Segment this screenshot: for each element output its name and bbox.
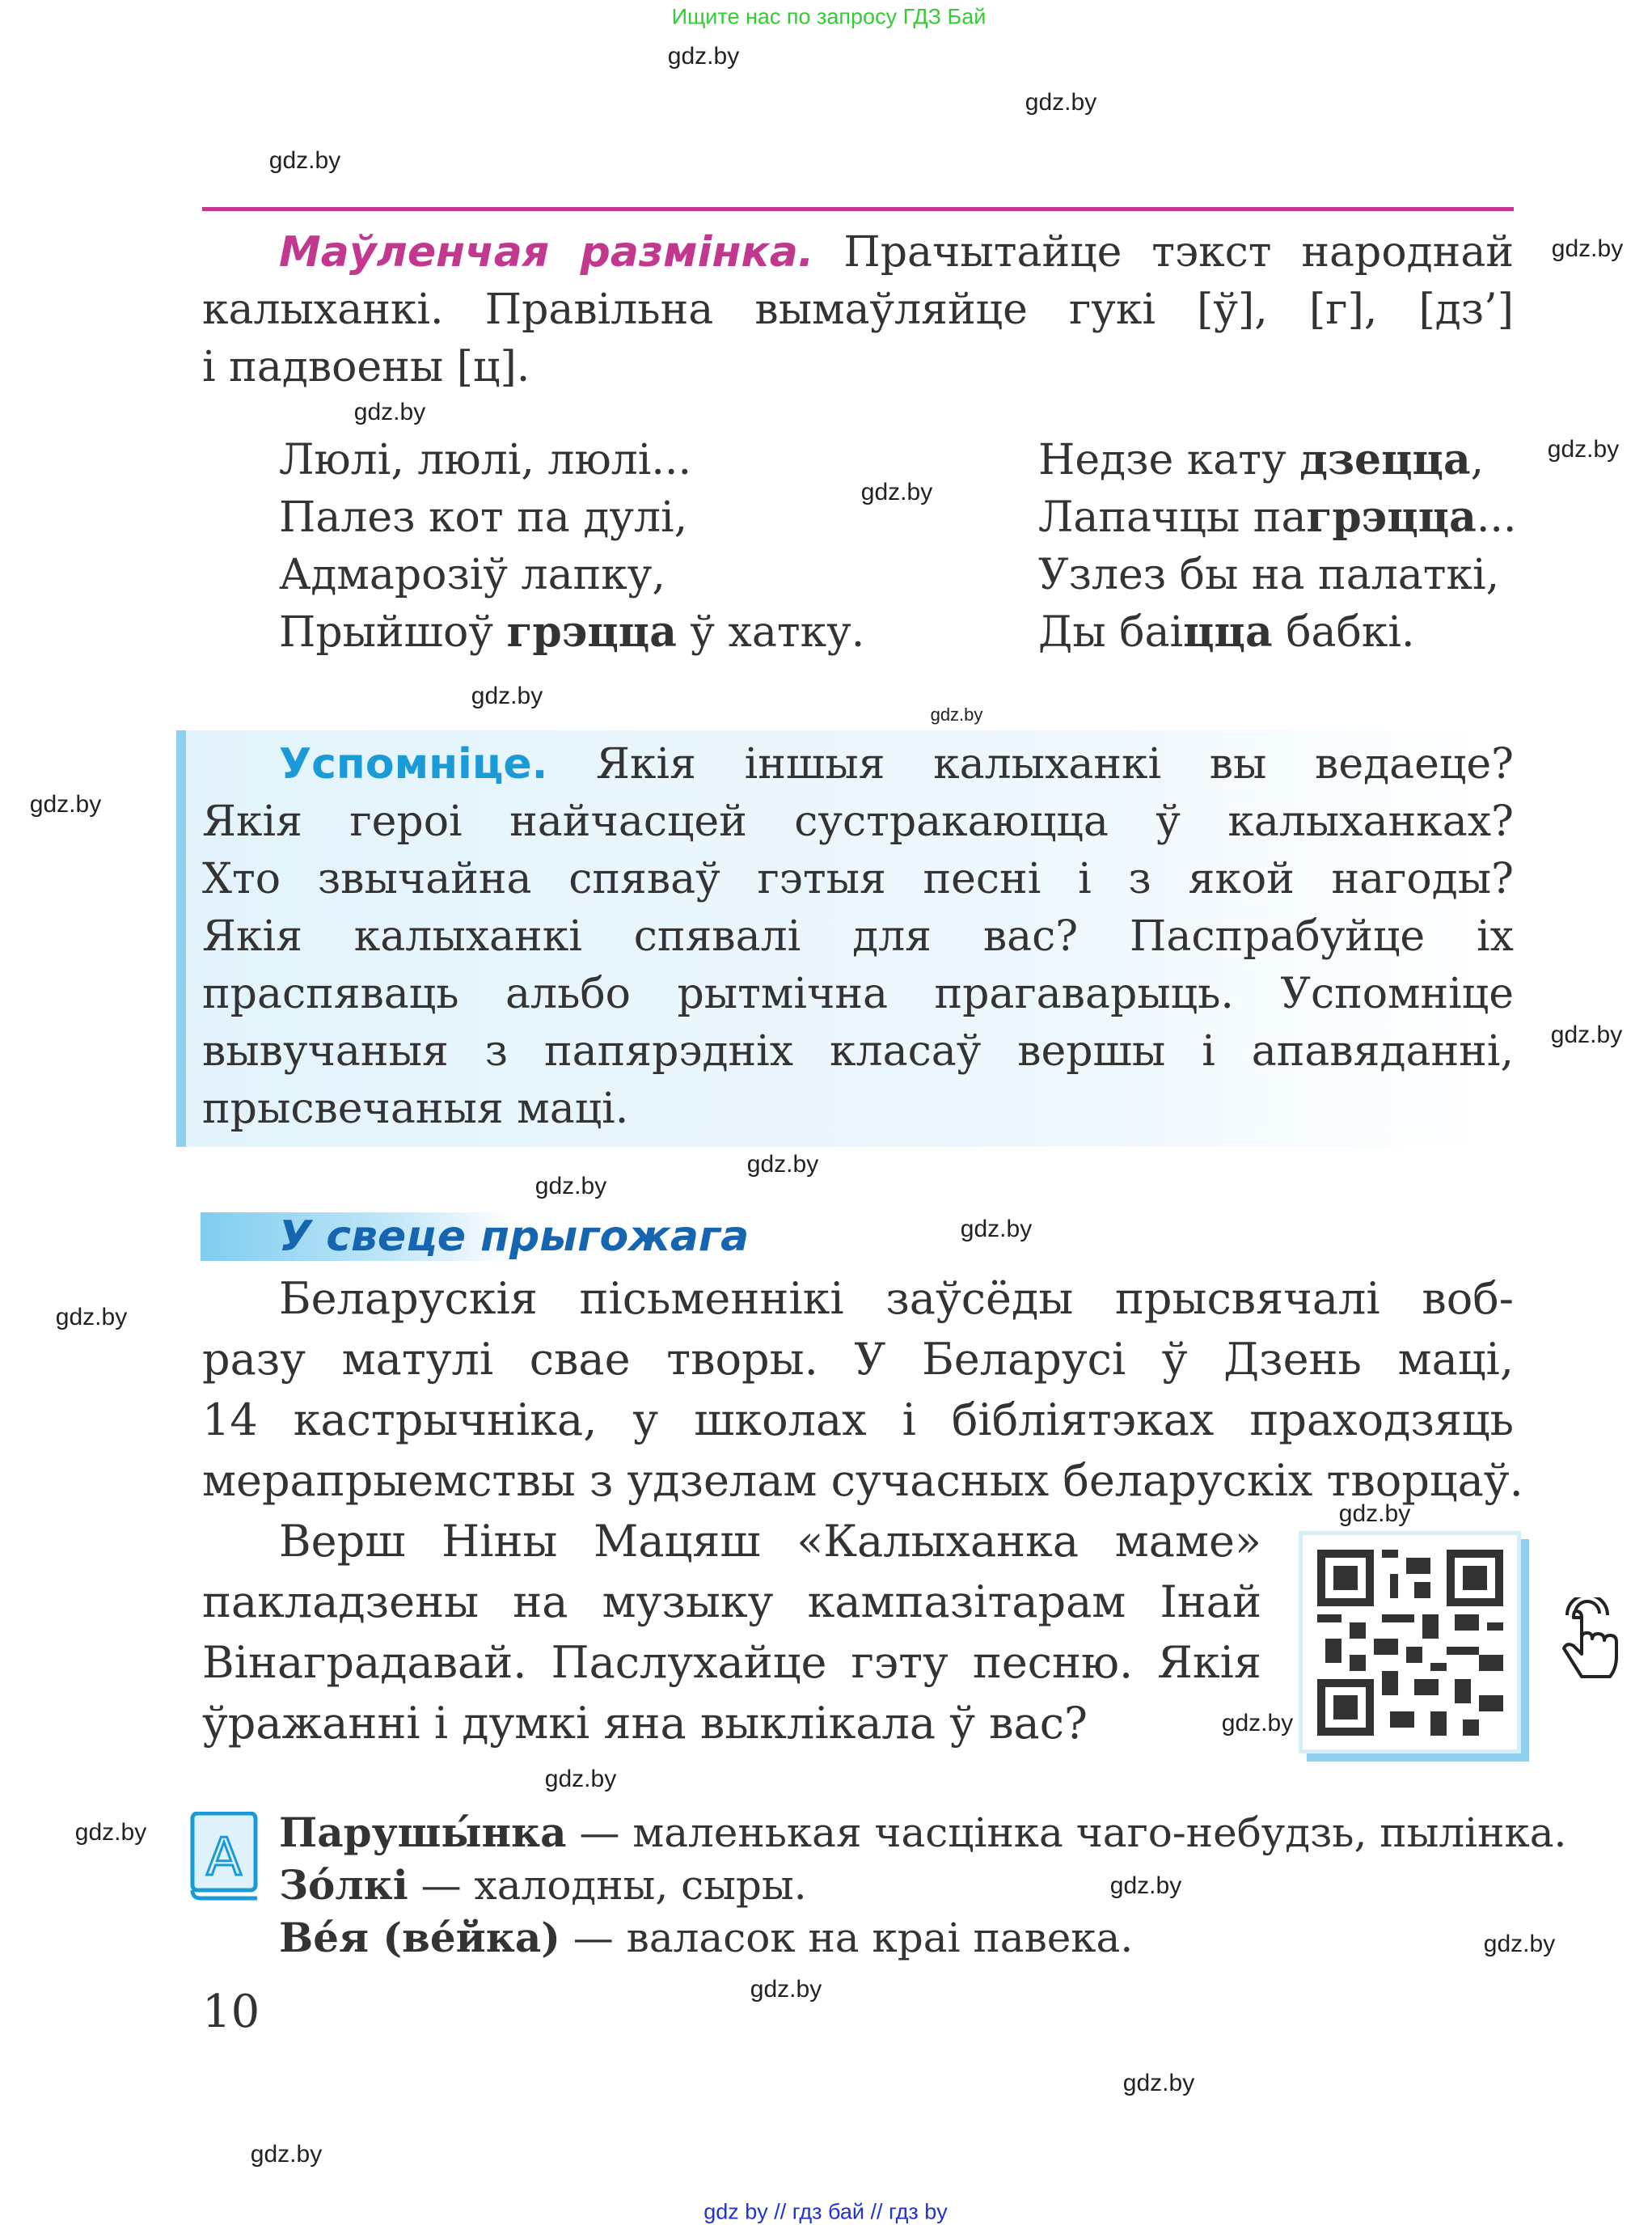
watermark: gdz.by [750, 1976, 822, 2003]
section2-line: Успомніце. Якія іншыя калыханкі вы ведаеце? [279, 740, 1514, 789]
section3-heading: У свеце прыгожага [279, 1212, 750, 1261]
watermark: gdz.by [1122, 2070, 1195, 2096]
section2-line: праспяваць альбо рытмічна прагаварыць. Успомніце [202, 970, 1514, 1018]
paragraph-line: Беларускія пісьменнікі заўсёды прысвячалі воб- [279, 1273, 1514, 1324]
section2-line: Хто звычайна спяваў гэтыя песні і з якой нагоды? [202, 855, 1514, 903]
touch-hand-icon [1551, 1597, 1624, 1698]
watermark: gdz.by [860, 479, 933, 505]
section2-line: вывучаныя з папярэдніх класаў вершы і апавяданні, [202, 1027, 1514, 1076]
paragraph-line: разу матулі свае творы. У Беларусі ў Дзень маці, [202, 1334, 1514, 1385]
section2-line: прысвечаныя маці. [202, 1085, 629, 1133]
watermark: gdz.by [1109, 1872, 1182, 1899]
paragraph-line: мерапрыемствы з удзелам сучасных беларускіх творцаў. [202, 1455, 1523, 1506]
dictionary-book-icon [188, 1812, 259, 1901]
watermark: gdz.by [471, 683, 543, 709]
watermark: gdz.by [74, 1819, 147, 1846]
poem-line: Адмарозіў лапку, [279, 551, 665, 599]
poem-line: Палез кот па дулі, [279, 493, 688, 542]
watermark: gdz.by [29, 791, 102, 818]
qr-code[interactable] [1299, 1531, 1521, 1753]
watermark: gdz.by [746, 1151, 819, 1178]
glossary-item: Ве́я (ве́йка) — валасок на краі павека. [279, 1914, 1134, 1961]
search-hint: Ищите нас по запросу ГДЗ Бай [671, 4, 987, 29]
glossary-item: Парушы́нка — маленькая часцінка чаго-небудзь, пылінка. [279, 1808, 1567, 1856]
section1-line: калыханкі. Правільна вымаўляйце гукі [ў], [г], [дз’] [202, 286, 1514, 334]
paragraph-line: Вінаградавай. Паслухайце гэту песню. Якія [202, 1637, 1261, 1688]
svg-text:А: А [206, 1828, 242, 1888]
section2-line: Якія героі найчасцей сустракаюцца ў калыханках? [202, 797, 1514, 846]
paragraph-line: Верш Ніны Мацяш «Калыханка маме» [279, 1516, 1261, 1567]
poem-line: Ды баіцца бабкі. [1038, 607, 1415, 657]
glossary-term: Парушы́нка [279, 1808, 567, 1856]
poem-line: Лапачцы пагрэцца... [1038, 493, 1517, 542]
paragraph-line: ўражанні і думкі яна выклікала ў вас? [202, 1698, 1088, 1749]
watermark: gdz.by [353, 399, 426, 425]
section1-lead: Маўленчая размінка. [279, 228, 814, 277]
section2-line: Якія калыханкі спявалі для вас? Паспрабуйце іх [202, 912, 1514, 961]
qr-code-pattern [1317, 1550, 1503, 1736]
section1-line [279, 224, 1514, 281]
paragraph-line: 14 кастрычніка, у школах і бібліятэках праходзяць [202, 1394, 1514, 1445]
poem-line: Прыйшоў грэцца ў хатку. [279, 607, 865, 657]
watermark: gdz.by [1547, 436, 1620, 463]
paragraph-line: пакладзены на музыку кампазітарам Інай [202, 1576, 1261, 1627]
section2-lead: Успомніце. [279, 740, 548, 789]
poem-line: Люлі, люлі, люлі... [279, 436, 691, 484]
watermark: gdz.by [1483, 1931, 1556, 1957]
watermark: gdz.by [960, 1216, 1033, 1242]
glossary-item: Зо́лкі — халодны, сыры. [279, 1861, 807, 1909]
glossary-term: Ве́я (ве́йка) [279, 1914, 560, 1961]
watermark: gdz.by [250, 2141, 323, 2168]
watermark: gdz.by [1550, 1022, 1623, 1048]
page-number: 10 [202, 1986, 260, 2038]
poem-line: Узлез бы на палаткі, [1038, 551, 1500, 599]
glossary-term: Зо́лкі [279, 1861, 408, 1909]
watermark: gdz.by [534, 1173, 607, 1199]
watermark: gdz.by [1551, 235, 1624, 262]
watermark: gdz.by [544, 1766, 617, 1792]
watermark: gdz.by [930, 704, 983, 725]
watermark: gdz.by [1221, 1710, 1294, 1736]
recall-box-bar [176, 730, 186, 1147]
section1-text: Прачытайце тэкст народнай [813, 228, 1514, 277]
footer-links[interactable]: gdz by // гдз бай // гдз by [703, 2199, 948, 2224]
watermark: gdz.by [1338, 1500, 1411, 1527]
watermark: gdz.by [55, 1304, 128, 1330]
watermark: gdz.by [268, 147, 341, 174]
section-divider [202, 207, 1514, 211]
watermark: gdz.by [1025, 89, 1097, 116]
watermark: gdz.by [667, 43, 740, 70]
section1-line: і падвоены [ц]. [202, 343, 530, 391]
poem-line: Недзе кату дзецца, [1038, 435, 1485, 484]
